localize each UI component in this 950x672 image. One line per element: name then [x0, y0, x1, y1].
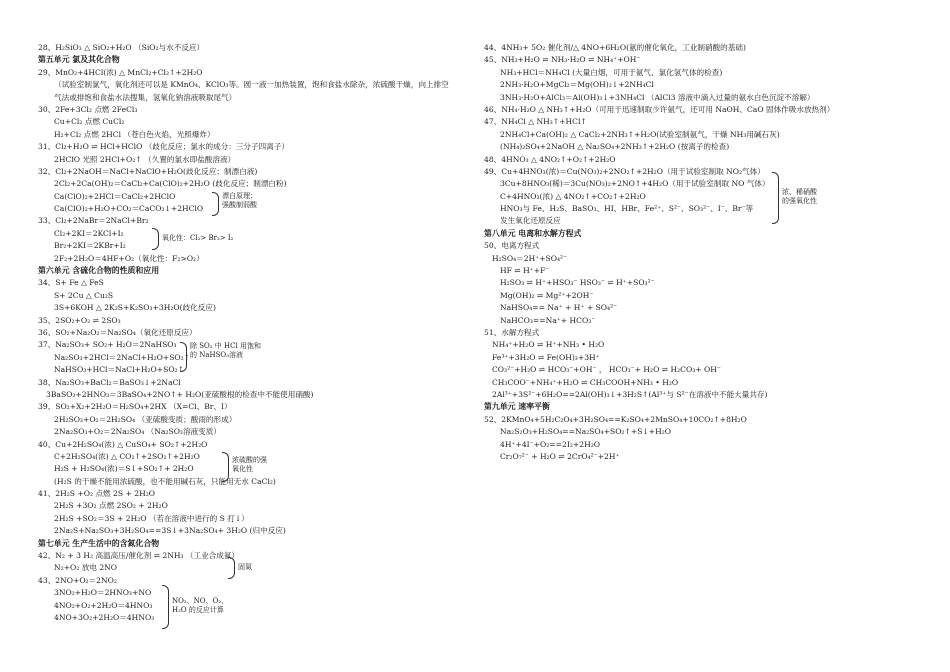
equation-line: 3NO₂+H₂O＝2HNO₃+NO	[54, 588, 152, 598]
equation-line: HF ⇌ H⁺+F⁻	[500, 266, 550, 276]
equation-line: (H₂S 的干燥不能用浓硫酸，也不能用碱石灰，只能用无水 CaCl₂)	[54, 476, 276, 486]
equation-line: CO₃²⁻+H₂O ⇌ HCO₃⁻+OH⁻ ， HCO₃⁻+ H₂O ⇌ H₂CO₃+ OH⁻	[492, 365, 721, 375]
equation-line: NaHSO₄== Na⁺ + H⁺ + SO₄²⁻	[500, 303, 618, 313]
equation-line: H₂SO₄＝2H⁺+SO₄²⁻	[492, 253, 568, 263]
equation-line: 47、NH₄Cl △ NH₃↑+HCl↑	[484, 117, 587, 127]
equation-line: 44、4NH₃+ 5O₂ 催化剂/△ 4NO+6H₂O(氨的催化氧化，工业制硝酸的基础)	[484, 43, 746, 52]
equation-line: 37、Na₂SO₃+ SO₂+ H₂O＝2NaHSO₃	[38, 340, 177, 350]
equation-line: (NH₄)₂SO₄+2NaOH △ Na₂SO₄+2NH₃↑+2H₂O (按离子的检查)	[500, 142, 730, 152]
equation-line: Na₂S₂O₃+H₂SO₄==Na₂SO₄+SO₂↑+S↓+H₂O	[500, 427, 672, 437]
equation-line: Br₂+2KI＝2KBr+I₂	[54, 241, 126, 251]
equation-line: Mg(OH)₂ ⇌ Mg²⁺+2OH⁻	[500, 290, 594, 300]
equation-line: NaHSO₃+HCl＝NaCl+H₂O+SO₂↑	[54, 365, 184, 375]
equation-line: 2Al³⁺+3S²⁻+6H₂O==2Al(OH)₃↓+3H₂S↑(Al³⁺与 S²⁻在溶液中不能大量共存)	[492, 389, 768, 399]
equation-line: HNO₃与 Fe、H₂S、BaSO₃、HI、HBr、Fe²⁺、S²⁻、SO₃²⁻、I⁻、Br⁻等	[500, 204, 754, 214]
left-column	[38, 42, 468, 624]
equation-line: 31、Cl₂+H₂O ⇌ HCl+HClO （歧化反应；氯水的成分：三分子四离子）	[38, 142, 289, 152]
equation-line: 2H₂S +SO₂＝3S + 2H₂O （若在溶液中进行的 S 打↓）	[54, 513, 249, 523]
section-heading: 第八单元 电离和水解方程式	[484, 228, 582, 238]
equation-line: 3BaSO₃+2HNO₃＝3BaSO₄+2NO↑+ H₂O(亚硫酸根的检查中不能使用硝酸)	[46, 389, 314, 399]
equation-line: 2F₂+2H₂O＝4HF+O₂（氧化性：F₂>O₂）	[54, 253, 204, 263]
equation-line: 30、2Fe+3Cl₂ 点燃 2FeCl₃	[38, 104, 138, 114]
equation-line: Cu+Cl₂ 点燃 CuCl₂	[54, 117, 125, 127]
equation-line: 36、SO₂+Na₂O₂＝Na₂SO₄（氧化还原反应）	[38, 328, 197, 337]
equation-line: Ca(ClO)₂+2HCl＝CaCl₂+2HClO	[54, 191, 176, 201]
equation-line: 52、2KMnO₄+5H₂C₂O₄+3H₂SO₄==K₂SO₄+2MnSO₄+10CO₂↑+8H₂O	[484, 414, 747, 424]
equation-line: Cl₂+2KI＝2KCl+I₂	[54, 228, 124, 238]
note-37: 除 SO₂ 中 HCl 用饱和的 NaHSO₃溶液	[180, 342, 270, 372]
equation-line: H₂S + H₂SO₄(浓)＝S↓+SO₂↑+ 2H₂O	[54, 464, 194, 474]
equation-line: 4H⁺+4I⁻+O₂==2I₂+2H₂O	[500, 439, 600, 449]
equation-line: 49、Cu+4HNO₃(浓)＝Cu(NO₃)₂+2NO₂↑+2H₂O（用于试验室制取 NO₂气体）	[484, 166, 765, 176]
section-heading: 第七单元 生产生活中的含氮化合物	[38, 538, 160, 548]
section-heading: 第六单元 含硫化合物的性质和应用	[38, 266, 160, 276]
note-49: 浓、稀硝酸 的强氧化性	[772, 172, 852, 224]
equation-line: Cr₂O₇²⁻ + H₂O ⇌ 2CrO₄²⁻+2H⁺	[500, 451, 620, 461]
equation-line: 40、Cu+2H₂SO₄(浓) △ CuSO₄+ SO₂↑+2H₂O	[38, 439, 208, 449]
equation-line: 39、SO₂+X₂+2H₂O＝H₂SO₄+2HX （X=Cl、Br、I）	[38, 402, 232, 412]
equation-line: NH₃+HCl＝NH₄Cl (大量白烟，可用于氨气、氯化氢气体的检查)	[500, 67, 723, 77]
equation-line: 33、Cl₂+2NaBr＝2NaCl+Br₂	[38, 216, 149, 226]
equation-line: 41、2H₂S +O₂ 点燃 2S + 2H₂O	[38, 489, 155, 499]
note-33: 氧化性：Cl₂> Br₂> I₂	[152, 228, 262, 250]
equation-line: 32、Cl₂+2NaOH＝NaCl+NaClO+H₂O(歧化反应；制漂白液)	[38, 166, 258, 176]
right-column	[484, 42, 924, 463]
equation-line: 4NO+3O₂+2H₂O＝4HNO₃	[54, 612, 155, 622]
equation-line: 发生氧化还原反应	[500, 216, 561, 226]
equation-line: 28、H₂SiO₃ △ SiO₂+H₂O （SiO₂与水不反应）	[38, 43, 205, 52]
equation-line: C+2H₂SO₄(浓) △ CO₂↑+2SO₂↑+2H₂O	[54, 451, 200, 461]
equation-line: 2NH₄Cl+Ca(OH)₂ △ CaCl₂+2NH₃↑+H₂O(试验室制氨气，干燥 NH₃用碱石灰)	[500, 129, 780, 139]
equation-line: NH₄⁺+H₂O ⇌ H⁺+NH₃ • H₂O	[492, 340, 605, 350]
equation-line: 2Na₂SO₃+O₂＝2Na₂SO₄ （Na₂SO₃溶液变质）	[54, 427, 221, 437]
equation-line: 38、Na₂SO₃+BaCl₂＝BaSO₃↓+2NaCl	[38, 377, 181, 387]
equation-line: 35、2SO₂+O₂ ⇌ 2SO₃	[38, 315, 121, 325]
equation-line: 4NO₂+O₂+2H₂O＝4HNO₃	[54, 600, 153, 610]
equation-line: H₂SO₃ ⇌ H⁺+HSO₃⁻ HSO₃⁻ ⇌ H⁺+SO₃²⁻	[500, 278, 655, 288]
equation-line: 2HClO 光照 2HCl+O₂↑ （久置的氯水即盐酸溶液）	[54, 154, 236, 164]
equation-line: 50、电离方程式	[484, 241, 540, 251]
equation-line: 45、NH₃+H₂O ⇌ NH₃·H₂O ⇌ NH₄⁺+OH⁻	[484, 55, 641, 65]
note-42: 固氮	[228, 557, 268, 579]
equation-line: 48、4HNO₃ △ 4NO₂↑+O₂↑+2H₂O	[484, 154, 616, 164]
equation-line: 3S+6KOH △ 2K₂S+K₂SO₃+3H₂O(歧化反应)	[54, 303, 216, 313]
equation-line: CH₃COO⁻+NH₄⁺+H₂O ⇌ CH₃COOH+NH₃ • H₂O	[492, 377, 679, 387]
equation-line: 3Cu+8HNO₃(稀)＝3Cu(NO₃)₂+2NO↑+4H₂O（用于试验室制取 NO 气体）	[500, 179, 770, 189]
equation-line: 2Na₂S+Na₂SO₃+3H₂SO₄==3S↓+3Na₂SO₄+ 3H₂O (归中反应)	[54, 526, 286, 536]
equation-line: Na₂SO₃+2HCl＝2NaCl+H₂O+SO₂↑	[54, 352, 191, 362]
equation-line: 3NH₃·H₂O+AlCl₃＝Al(OH)₃↓+3NH₄Cl （AlCl3 溶液中滴入过量的氨水白色沉淀不溶解）	[500, 92, 815, 102]
equation-line: （试验室制氯气，氧化剂还可以是 KMnO₄、KClO₃等。圆一液一加热装置，饱和食盐水除杂，浓硫酸干燥，向上排空气法或排饱和食盐水法搜集，氢氧化钠溶液吸取尾气）	[54, 80, 449, 102]
equation-line: N₂+O₂ 放电 2NO	[54, 563, 118, 573]
equation-line: 42、N₂ + 3 H₂ 高温高压/催化剂 ⇌ 2NH₃ （工业合成氨）	[38, 551, 240, 561]
equation-line: 46、NH₄·H₂O △ NH₃↑+H₂O（可用于迅速制取少许氨气，还可用 NaOH、CaO 固体作吸水放热剂）	[484, 104, 835, 114]
equation-line: 2H₂S +3O₂ 点燃 2SO₂ + 2H₂O	[54, 501, 168, 511]
note-32: 漂白原理； 强酸制弱酸	[212, 192, 292, 216]
equation-line: 2H₂SO₃+O₂＝2H₂SO₄ （亚硫酸变质；酸雨的形成）	[54, 414, 237, 424]
section-heading: 第五单元 氯及其化合物	[38, 55, 120, 65]
equation-line: Fe³⁺+3H₂O ⇌ Fe(OH)₃+3H⁺	[492, 352, 600, 362]
equation-line: C+4HNO₃(浓) △ 4NO₂↑+CO₂↑+2H₂O	[500, 191, 646, 201]
equation-line: 51、水解方程式	[484, 327, 540, 337]
equation-line: 2Cl₂+2Ca(OH)₂＝CaCl₂+Ca(ClO)₂+2H₂O (歧化反应；制漂白粉)	[54, 179, 287, 189]
equation-line: NaHCO₃==Na⁺+ HCO₃⁻	[500, 315, 596, 325]
note-40: 浓硫酸的强 氧化性	[222, 452, 292, 482]
section-heading: 第九单元 速率平衡	[484, 402, 550, 412]
equation-line: 2NH₃·H₂O+MgCl₂＝Mg(OH)₂↓+2NH₄Cl	[500, 80, 654, 90]
equation-line: 34、S+ Fe △ FeS	[38, 278, 104, 288]
equation-line: 29、MnO₂+4HCl(浓) △ MnCl₂+Cl₂↑+2H₂O	[38, 67, 203, 77]
equation-line: 43、2NO+O₂＝2NO₂	[38, 575, 117, 585]
note-43: NO₂、NO、O₂、 H₂O 的反应计算	[162, 585, 262, 629]
equation-line: Ca(ClO)₂+H₂O+CO₂＝CaCO₃↓+2HClO	[54, 204, 204, 214]
equation-line: S+ 2Cu △ Cu₂S	[54, 290, 114, 300]
equation-line: H₂+Cl₂ 点燃 2HCl （苍白色火焰，光照爆炸）	[54, 129, 215, 139]
